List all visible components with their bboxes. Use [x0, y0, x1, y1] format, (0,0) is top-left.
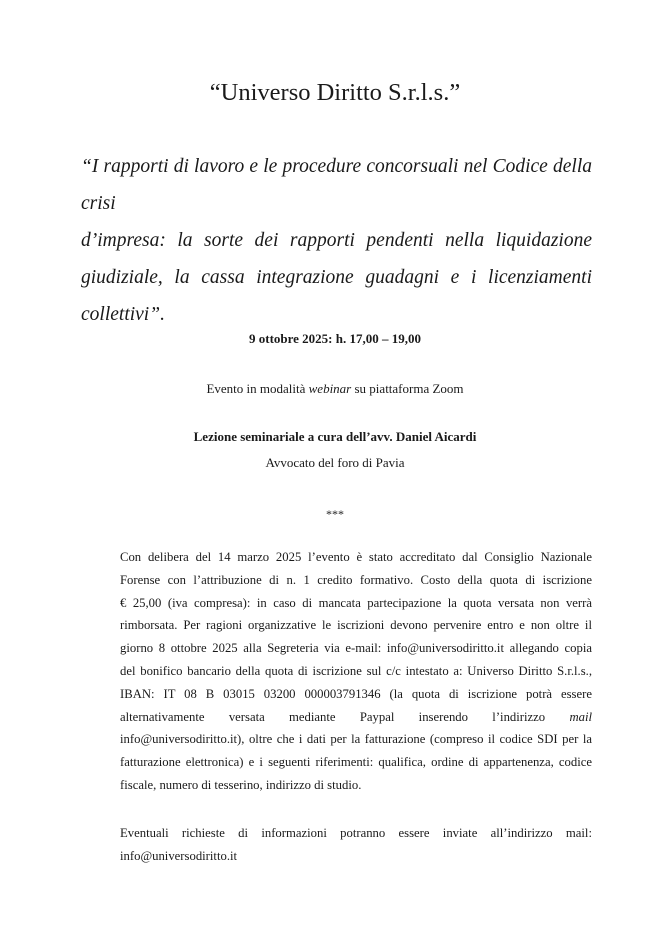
lecturer-line: Lezione seminariale a cura dell’avv. Daniel Aicardi	[193, 429, 477, 444]
mode-emphasis: webinar	[308, 381, 352, 396]
mode-text-after: su piattaforma Zoom	[351, 381, 464, 396]
paragraph-line: del bonifico bancario della quota di iscrizione sul c/c intestato a: Universo Diritto S.r.l.s.,	[120, 663, 592, 678]
event-date: 9 ottobre 2025: h. 17,00 – 19,00	[248, 331, 421, 346]
lecturer-role: Avvocato del foro di Pavia	[265, 455, 405, 470]
paragraph-line: info@universodiritto.it), oltre che i dati per la fatturazione (compreso il codice SDI per la	[120, 732, 592, 747]
contact-email: info@universodiritto.it	[120, 848, 238, 863]
paragraph-line: fatturazione elettronica) e i seguenti riferimenti: qualifica, ordine di appartenenza, codice	[120, 755, 592, 770]
paragraph-line: fiscale, numero di tesserino, indirizzo di studio.	[120, 777, 362, 792]
paragraph-line: Eventuali richieste di informazioni potranno essere inviate all’indirizzo mail:	[120, 826, 592, 840]
event-mode	[0, 380, 670, 398]
registration-paragraph	[120, 546, 592, 797]
subtitle-line: d’impresa: la sorte dei rapporti pendenti nella liquidazione	[81, 230, 592, 251]
document-title: “Universo Diritto S.r.l.s.”	[209, 79, 461, 106]
paragraph-line: giorno 8 ottobre 2025 alla Segreteria via e-mail: info@universodiritto.it allegando copia	[120, 641, 592, 656]
paragraph-line-text: alternativamente versata mediante Paypal inserendo l’indirizzo	[120, 709, 546, 724]
subtitle-line: “I rapporti di lavoro e le procedure concorsuali nel Codice della crisi	[81, 156, 592, 214]
paragraph-line: rimborsata. Per ragioni organizzative le iscrizioni devono pervenire entro e non oltre il	[120, 618, 592, 633]
event-subtitle	[81, 148, 592, 333]
paragraph-line: Forense con l’attribuzione di n. 1 credito formativo. Costo della quota di iscrizione	[120, 572, 592, 587]
paragraph-line: € 25,00 (iva compresa): in caso di mancata partecipazione la quota versata non verrà	[120, 595, 592, 610]
separator: ***	[326, 507, 344, 521]
paragraph-line: Con delibera del 14 marzo 2025 l’evento è stato accreditato dal Consiglio Nazionale	[120, 550, 592, 564]
paragraph-line-with-mail	[120, 706, 592, 729]
mode-text-before: Evento in modalità	[206, 381, 309, 396]
info-paragraph	[120, 822, 592, 868]
subtitle-line: collettivi”.	[81, 304, 165, 325]
mail-word: mail	[569, 709, 592, 724]
subtitle-line: giudiziale, la cassa integrazione guadagni e i licenziamenti	[81, 267, 592, 288]
paragraph-line: IBAN: IT 08 B 03015 03200 000003791346 (la quota di iscrizione potrà essere	[120, 686, 592, 701]
